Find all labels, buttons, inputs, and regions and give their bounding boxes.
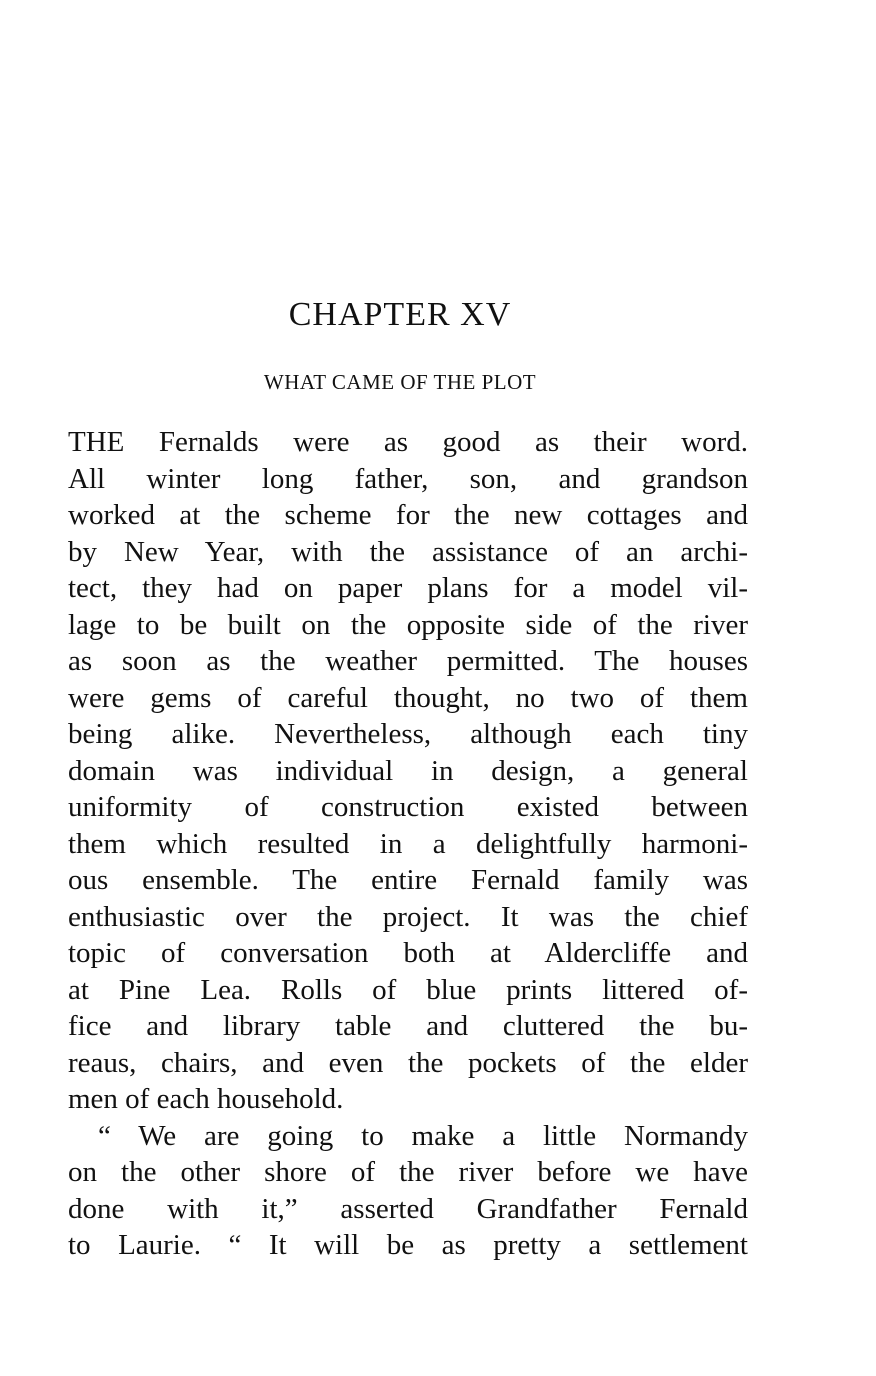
paragraph-line: men of each household. <box>68 1083 344 1115</box>
paragraph-line: lage to be built on the opposite side of the river <box>68 608 748 641</box>
paragraph-line: on the other shore of the river before we have <box>68 1156 748 1188</box>
paragraph-line: at Pine Lea. Rolls of blue prints littered of- <box>68 973 748 1006</box>
paragraph-line: them which resulted in a delightfully harmoni- <box>68 827 748 860</box>
paragraph-line: fice and library table and cluttered the bu- <box>68 1010 748 1042</box>
paragraph-line: “ We are going to make a little Normandy <box>98 1119 748 1152</box>
paragraph-line: ous ensemble. The entire Fernald family was <box>68 864 748 896</box>
paragraph-line: tect, they had on paper plans for a model vil- <box>68 572 748 604</box>
paragraph-line: domain was individual in design, a general <box>68 754 748 787</box>
chapter-title: CHAPTER XV <box>288 296 512 333</box>
first-line-text: Fernalds were as good as their word. <box>124 426 748 458</box>
paragraph-line: were gems of careful thought, no two of them <box>68 681 748 714</box>
paragraph-line: to Laurie. “ It will be as pretty a settlement <box>68 1229 748 1261</box>
paragraph-line: All winter long father, son, and grandson <box>68 462 748 495</box>
paragraph-line: topic of conversation both at Aldercliffe and <box>68 937 748 969</box>
paragraph-line: worked at the scheme for the new cottages and <box>68 499 748 531</box>
paragraph-line: enthusiastic over the project. It was the chief <box>68 900 748 933</box>
chapter-subtitle: WHAT CAME OF THE PLOT <box>263 370 537 394</box>
paragraph-line: uniformity of construction existed between <box>68 791 748 823</box>
paragraph-line: as soon as the weather permitted. The houses <box>68 645 748 677</box>
paragraph-line: being alike. Nevertheless, although each tiny <box>68 718 748 750</box>
paragraph-line: done with it,” asserted Grandfather Fernald <box>68 1192 748 1225</box>
drop-lead-word: THE <box>68 426 125 458</box>
body-text <box>68 424 748 1264</box>
paragraph-line <box>68 424 748 461</box>
paragraph-line: by New Year, with the assistance of an archi- <box>68 535 748 568</box>
paragraph-line: reaus, chairs, and even the pockets of the elder <box>68 1046 748 1079</box>
